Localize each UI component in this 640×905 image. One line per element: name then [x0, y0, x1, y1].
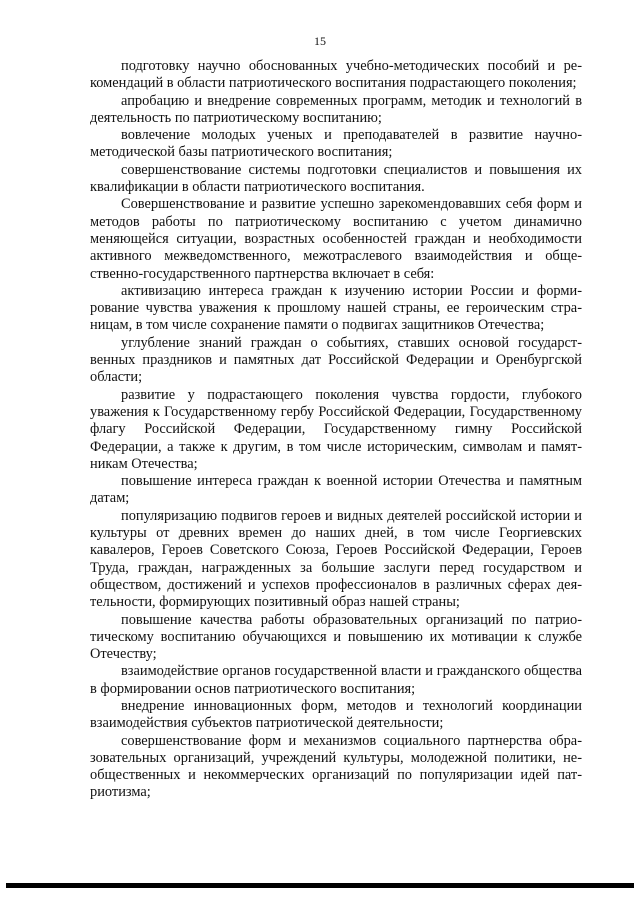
paragraph-13: внедрение инновационных форм, методов и технологий координации взаимодействия субъектов патриотической деятельности; [90, 697, 582, 732]
paragraph-12: взаимодействие органов государственной власти и гражданского общества в формировании основ патриотического воспитания; [90, 663, 582, 697]
paragraph-10: популяризацию подвигов героев и видных деятелей российской истории и культуры от древних времен до наших дней, в том числе Георгиевских кавалеров, Героев Советского Союза, Героев Российской Федерации, Героев Труда, граждан, награжденных за большие заслуги перед государством и обществом, достижений и успехов профессионалов в различных сферах деятельности, формирующих позитивный образ нашей страны; [90, 507, 582, 611]
paragraph-3: вовлечение молодых ученых и преподавателей в развитие научнометодической базы патриотического воспитания; [90, 127, 582, 161]
paragraph-14: совершенствование форм и механизмов социального партнерства образовательных организаций, учреждений культуры, молодежной политики, необщественных и некоммерческих организаций по популяризации идей патриотизма; [90, 732, 582, 801]
paragraph-9: повышение интереса граждан к военной истории Отечества и памятным датам; [90, 473, 582, 507]
paragraph-11: повышение качества работы образовательных организаций по патриотическому воспитанию обучающихся и повышению их мотивации к службе Отечеству; [90, 611, 582, 663]
paragraph-4: совершенствование системы подготовки специалистов и повышения их квалификации в области патриотического воспитания. [90, 161, 582, 196]
bottom-rule [6, 883, 634, 888]
paragraph-7: углубление знаний граждан о событиях, ставших основой государственных праздников и памятных дат Российской Федерации и Оренбургской области; [90, 334, 582, 386]
page-number: 15 [314, 34, 326, 48]
paragraph-2: апробацию и внедрение современных программ, методик и технологий в деятельность по патриотическому воспитанию; [90, 92, 582, 126]
paragraph-5: Совершенствование и развитие успешно зарекомендовавших себя форм и методов работы по патриотическому воспитанию с учетом динамично меняющейся ситуации, возрастных особенностей граждан и необходимости активного межведомственного, межотраслевого взаимодействия и общественно-государственного партнерства включает в себя: [90, 196, 582, 282]
paragraph-1: подготовку научно обоснованных учебно-методических пособий и рекомендаций в области патриотического воспитания подрастающего поколения; [90, 58, 582, 92]
paragraph-6: активизацию интереса граждан к изучению истории России и формирование чувства уважения к прошлому нашей страны, ее героическим страницам, в том числе сохранение памяти о подвигах защитников Отечества; [90, 282, 582, 334]
document-body [90, 58, 582, 802]
paragraph-8: развитие у подрастающего поколения чувства гордости, глубокого уважения к Государственному гербу Российской Федерации, Государственному флагу Российской Федерации, Государственному гимну Российской Федерации, а также к другим, в том числе историческим, символам и памятникам Отечества; [90, 386, 582, 472]
